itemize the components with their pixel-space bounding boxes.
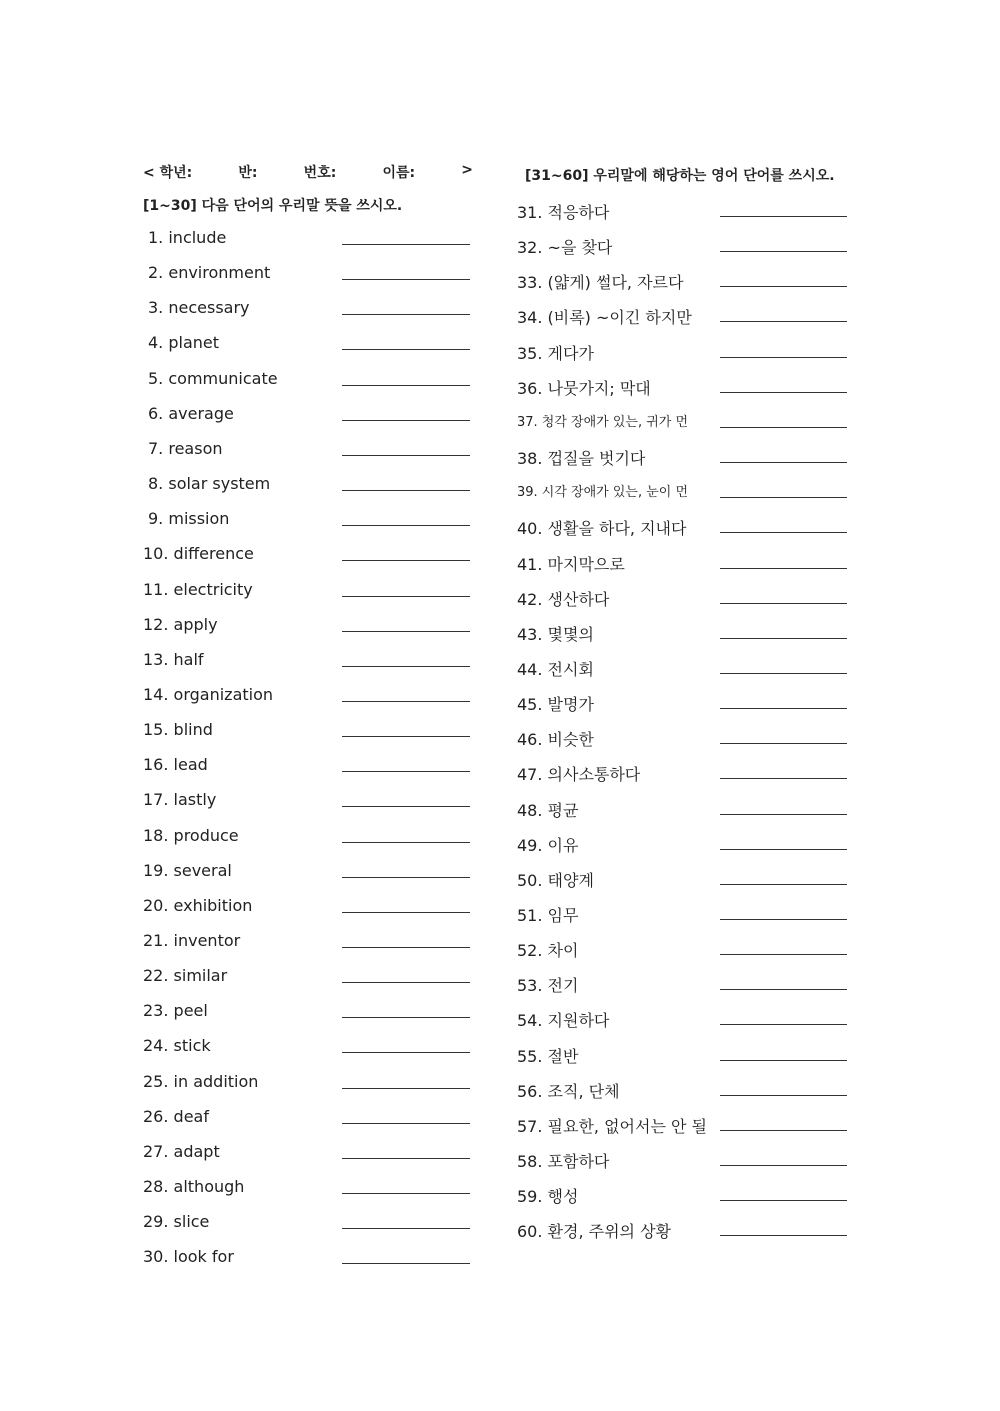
answer-blank[interactable]	[720, 1060, 847, 1061]
question-text: 34. (비록) ~이긴 하지만	[517, 308, 692, 327]
question-text: 51. 임무	[517, 906, 579, 925]
question-item	[517, 1149, 857, 1179]
answer-blank[interactable]	[720, 1130, 847, 1131]
question-item	[143, 826, 473, 856]
answer-blank[interactable]	[720, 919, 847, 920]
question-text: 5. communicate	[148, 369, 278, 388]
question-item	[517, 305, 857, 335]
answer-blank[interactable]	[720, 568, 847, 569]
question-item	[517, 1008, 857, 1038]
answer-blank[interactable]	[342, 596, 470, 597]
question-item	[143, 790, 473, 820]
question-text: 9. mission	[148, 509, 230, 528]
question-item	[517, 1044, 857, 1074]
question-text: 12. apply	[143, 615, 218, 634]
question-text: 25. in addition	[143, 1072, 259, 1091]
question-item	[143, 720, 473, 750]
question-text: 8. solar system	[148, 474, 271, 493]
question-text: 44. 전시회	[517, 660, 594, 679]
question-text: 60. 환경, 주위의 상황	[517, 1222, 671, 1241]
question-item	[148, 404, 478, 434]
question-text: 10. difference	[143, 544, 254, 563]
question-text: 43. 몇몇의	[517, 625, 594, 644]
question-text: 59. 행성	[517, 1187, 579, 1206]
question-text: 50. 태양계	[517, 871, 594, 890]
question-text: 45. 발명가	[517, 695, 594, 714]
answer-blank[interactable]	[720, 1200, 847, 1201]
question-text: 54. 지원하다	[517, 1011, 610, 1030]
answer-blank[interactable]	[342, 1228, 470, 1229]
question-text: 17. lastly	[143, 790, 217, 809]
answer-blank[interactable]	[720, 497, 847, 498]
answer-blank[interactable]	[342, 455, 470, 456]
answer-blank[interactable]	[720, 1095, 847, 1096]
question-text: 2. environment	[148, 263, 271, 282]
question-text: 22. similar	[143, 966, 228, 985]
question-text: 15. blind	[143, 720, 213, 739]
answer-blank[interactable]	[342, 1193, 470, 1194]
question-item	[143, 755, 473, 785]
question-item	[143, 966, 473, 996]
question-text: 38. 껍질을 벗기다	[517, 449, 646, 468]
question-item	[148, 509, 478, 539]
answer-blank[interactable]	[342, 947, 470, 948]
question-text: 48. 평균	[517, 801, 579, 820]
answer-blank[interactable]	[720, 884, 847, 885]
question-item	[143, 1072, 473, 1102]
question-item	[148, 369, 478, 399]
question-text: 11. electricity	[143, 580, 253, 599]
question-item	[143, 650, 473, 680]
answer-blank[interactable]	[720, 778, 847, 779]
question-text: 53. 전기	[517, 976, 579, 995]
question-item	[143, 544, 473, 574]
question-item	[143, 1107, 473, 1137]
answer-blank[interactable]	[720, 743, 847, 744]
answer-blank[interactable]	[342, 1017, 470, 1018]
question-item	[517, 622, 857, 652]
question-text: 58. 포함하다	[517, 1152, 610, 1171]
question-item	[517, 762, 857, 792]
question-item	[148, 298, 478, 328]
question-item	[517, 270, 857, 300]
answer-blank[interactable]	[342, 1263, 470, 1264]
question-item	[517, 516, 857, 546]
section2-instruction: [31~60] 우리말에 해당하는 영어 단어를 쓰시오.	[525, 168, 835, 184]
question-item	[148, 439, 478, 469]
question-item	[517, 341, 857, 371]
answer-blank[interactable]	[720, 708, 847, 709]
answer-blank[interactable]	[342, 560, 470, 561]
question-text: 1. include	[148, 228, 227, 247]
question-item	[143, 1212, 473, 1242]
question-text: 47. 의사소통하다	[517, 765, 641, 784]
answer-blank[interactable]	[720, 673, 847, 674]
question-text: 40. 생활을 하다, 지내다	[517, 519, 687, 538]
question-text: 27. adapt	[143, 1142, 220, 1161]
answer-blank[interactable]	[720, 216, 847, 217]
question-text: 7. reason	[148, 439, 223, 458]
question-item	[517, 1219, 857, 1249]
answer-blank[interactable]	[342, 525, 470, 526]
answer-blank[interactable]	[720, 1235, 847, 1236]
question-text: 33. (얇게) 썰다, 자르다	[517, 273, 684, 292]
question-item	[148, 228, 478, 258]
answer-blank[interactable]	[342, 771, 470, 772]
question-text: 56. 조직, 단체	[517, 1082, 620, 1101]
question-text: 20. exhibition	[143, 896, 253, 915]
answer-blank[interactable]	[342, 349, 470, 350]
answer-blank[interactable]	[342, 1158, 470, 1159]
answer-blank[interactable]	[342, 666, 470, 667]
answer-blank[interactable]	[342, 982, 470, 983]
question-item	[143, 685, 473, 715]
question-text: 30. look for	[143, 1247, 234, 1266]
question-text: 49. 이유	[517, 836, 579, 855]
answer-blank[interactable]	[720, 462, 847, 463]
answer-blank[interactable]	[720, 603, 847, 604]
answer-blank[interactable]	[342, 842, 470, 843]
answer-blank[interactable]	[720, 954, 847, 955]
answer-blank[interactable]	[342, 385, 470, 386]
question-item	[517, 200, 857, 230]
answer-blank[interactable]	[720, 989, 847, 990]
answer-blank[interactable]	[342, 806, 470, 807]
question-text: 32. ~을 찾다	[517, 238, 613, 257]
question-item	[143, 931, 473, 961]
question-text: 26. deaf	[143, 1107, 209, 1126]
question-item	[517, 1114, 857, 1144]
answer-blank[interactable]	[342, 1123, 470, 1124]
question-text: 18. produce	[143, 826, 239, 845]
question-text: 35. 게다가	[517, 344, 594, 363]
answer-blank[interactable]	[720, 357, 847, 358]
question-item	[143, 1142, 473, 1172]
question-text: 24. stick	[143, 1036, 211, 1055]
answer-blank[interactable]	[342, 877, 470, 878]
question-text: 19. several	[143, 861, 232, 880]
section1-instruction: [1~30] 다음 단어의 우리말 뜻을 쓰시오.	[143, 198, 403, 214]
question-item	[143, 1001, 473, 1031]
answer-blank[interactable]	[342, 1088, 470, 1089]
question-item	[517, 552, 857, 582]
question-item	[517, 903, 857, 933]
question-text: 29. slice	[143, 1212, 210, 1231]
question-item	[148, 263, 478, 293]
answer-blank[interactable]	[342, 244, 470, 245]
question-item	[143, 580, 473, 610]
answer-blank[interactable]	[720, 1024, 847, 1025]
question-item	[517, 411, 857, 441]
question-text: 4. planet	[148, 333, 220, 352]
question-item	[517, 481, 857, 511]
question-item	[517, 1079, 857, 1109]
question-item	[143, 896, 473, 926]
question-item	[517, 692, 857, 722]
question-item	[143, 1036, 473, 1066]
question-text: 28. although	[143, 1177, 245, 1196]
answer-blank[interactable]	[342, 912, 470, 913]
question-text: 6. average	[148, 404, 234, 423]
question-item	[517, 798, 857, 828]
answer-blank[interactable]	[342, 736, 470, 737]
answer-blank[interactable]	[720, 286, 847, 287]
question-text: 36. 나뭇가지; 막대	[517, 379, 651, 398]
question-text: 52. 차이	[517, 941, 579, 960]
answer-blank[interactable]	[720, 251, 847, 252]
question-text: 57. 필요한, 없어서는 안 될	[517, 1117, 707, 1136]
question-item	[517, 727, 857, 757]
answer-blank[interactable]	[720, 532, 847, 533]
question-item	[517, 235, 857, 265]
question-item	[143, 1247, 473, 1277]
answer-blank[interactable]	[720, 638, 847, 639]
question-item	[517, 868, 857, 898]
question-item	[517, 657, 857, 687]
header-close: >	[461, 162, 473, 178]
question-item	[517, 587, 857, 617]
question-item	[148, 474, 478, 504]
question-text: 37. 청각 장애가 있는, 귀가 먼	[517, 415, 689, 430]
grade-label: < 학년:	[143, 165, 193, 181]
answer-blank[interactable]	[342, 279, 470, 280]
question-text: 31. 적응하다	[517, 203, 610, 222]
answer-blank[interactable]	[720, 849, 847, 850]
answer-blank[interactable]	[342, 490, 470, 491]
question-text: 42. 생산하다	[517, 590, 610, 609]
question-text: 23. peel	[143, 1001, 208, 1020]
question-item	[517, 446, 857, 476]
question-text: 46. 비슷한	[517, 730, 594, 749]
answer-blank[interactable]	[720, 814, 847, 815]
question-text: 55. 절반	[517, 1047, 579, 1066]
class-label: 반:	[238, 165, 258, 181]
answer-blank[interactable]	[342, 701, 470, 702]
student-info-header	[143, 162, 473, 182]
answer-blank[interactable]	[342, 1052, 470, 1053]
number-label: 번호:	[303, 165, 337, 181]
answer-blank[interactable]	[342, 631, 470, 632]
answer-blank[interactable]	[342, 314, 470, 315]
question-text: 41. 마지막으로	[517, 555, 625, 574]
question-text: 21. inventor	[143, 931, 241, 950]
answer-blank[interactable]	[342, 420, 470, 421]
question-item	[517, 376, 857, 406]
question-text: 39. 시각 장애가 있는, 눈이 먼	[517, 485, 689, 500]
answer-blank[interactable]	[720, 321, 847, 322]
question-item	[143, 615, 473, 645]
answer-blank[interactable]	[720, 392, 847, 393]
question-item	[143, 1177, 473, 1207]
name-label: 이름:	[382, 165, 416, 181]
question-text: 16. lead	[143, 755, 208, 774]
question-item	[143, 861, 473, 891]
question-item	[517, 973, 857, 1003]
answer-blank[interactable]	[720, 427, 847, 428]
question-item	[517, 833, 857, 863]
question-item	[517, 938, 857, 968]
question-text: 14. organization	[143, 685, 274, 704]
question-text: 13. half	[143, 650, 204, 669]
question-text: 3. necessary	[148, 298, 250, 317]
question-item	[517, 1184, 857, 1214]
question-item	[148, 333, 478, 363]
answer-blank[interactable]	[720, 1165, 847, 1166]
